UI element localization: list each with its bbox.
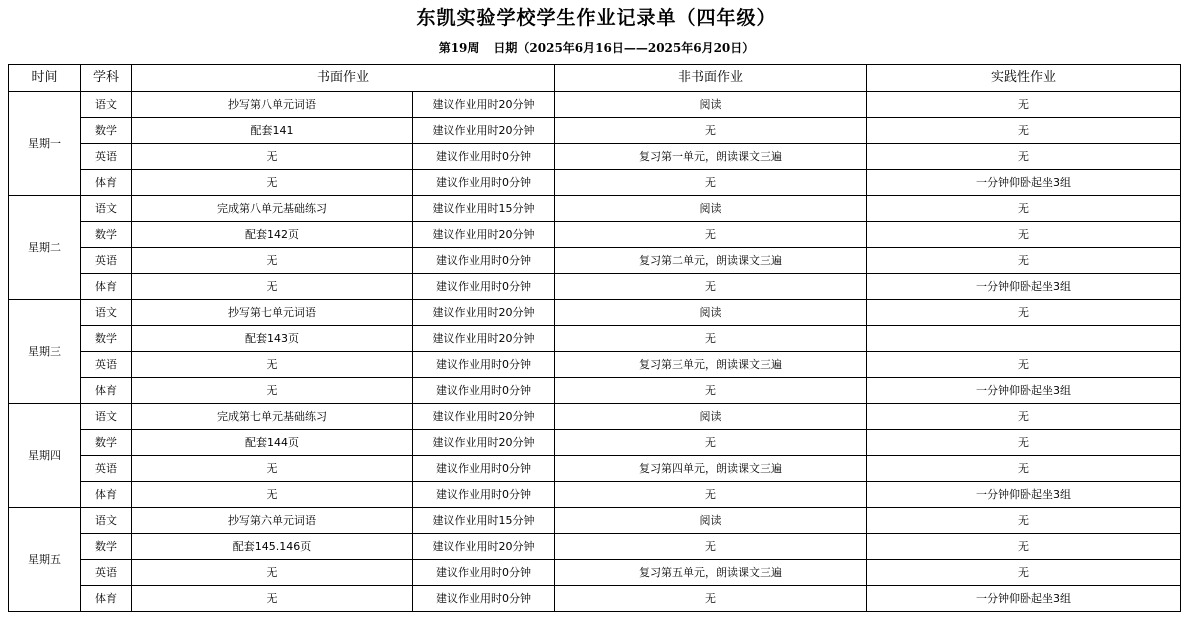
- subject-cell: 英语: [81, 560, 132, 586]
- non-written-homework-cell: 无: [555, 378, 867, 404]
- table-row: [9, 352, 1181, 378]
- practical-homework-cell: 无: [867, 430, 1181, 456]
- practical-homework-cell: 无: [867, 196, 1181, 222]
- practical-homework-cell: 一分钟仰卧起坐3组: [867, 274, 1181, 300]
- table-row: [9, 534, 1181, 560]
- homework-table: [8, 64, 1181, 612]
- table-row: [9, 144, 1181, 170]
- subject-cell: 体育: [81, 586, 132, 612]
- table-row: [9, 378, 1181, 404]
- practical-homework-cell: 无: [867, 404, 1181, 430]
- non-written-homework-cell: 无: [555, 534, 867, 560]
- day-cell: 星期一: [9, 92, 81, 196]
- table-row: [9, 560, 1181, 586]
- subject-cell: 英语: [81, 352, 132, 378]
- practical-homework-cell: 一分钟仰卧起坐3组: [867, 482, 1181, 508]
- non-written-homework-cell: 阅读: [555, 92, 867, 118]
- suggested-time-cell: 建议作业用时20分钟: [413, 534, 555, 560]
- suggested-time-cell: 建议作业用时0分钟: [413, 248, 555, 274]
- table-row: [9, 300, 1181, 326]
- practical-homework-cell: 无: [867, 534, 1181, 560]
- subject-cell: 数学: [81, 430, 132, 456]
- written-homework-cell: 配套141: [132, 118, 413, 144]
- written-homework-cell: 无: [132, 456, 413, 482]
- written-homework-cell: 无: [132, 274, 413, 300]
- table-row: [9, 586, 1181, 612]
- practical-homework-cell: 无: [867, 118, 1181, 144]
- practical-homework-cell: 无: [867, 144, 1181, 170]
- table-row: [9, 430, 1181, 456]
- written-homework-cell: 抄写第八单元词语: [132, 92, 413, 118]
- table-body: [9, 92, 1181, 612]
- written-homework-cell: 无: [132, 482, 413, 508]
- non-written-homework-cell: 阅读: [555, 508, 867, 534]
- suggested-time-cell: 建议作业用时0分钟: [413, 482, 555, 508]
- written-homework-cell: 无: [132, 170, 413, 196]
- suggested-time-cell: 建议作业用时20分钟: [413, 118, 555, 144]
- day-cell: 星期三: [9, 300, 81, 404]
- practical-homework-cell: [867, 326, 1181, 352]
- table-row: [9, 456, 1181, 482]
- non-written-homework-cell: 无: [555, 430, 867, 456]
- week-number: 第19周: [438, 41, 480, 55]
- table-row: [9, 326, 1181, 352]
- table-row: [9, 196, 1181, 222]
- non-written-homework-cell: 复习第一单元，朗读课文三遍: [555, 144, 867, 170]
- table-row: [9, 274, 1181, 300]
- written-homework-cell: 配套145.146页: [132, 534, 413, 560]
- date-range: 日期（2025年6月16日——2025年6月20日）: [493, 41, 755, 55]
- written-homework-cell: 无: [132, 586, 413, 612]
- subject-cell: 数学: [81, 326, 132, 352]
- table-row: [9, 482, 1181, 508]
- written-homework-cell: 抄写第七单元词语: [132, 300, 413, 326]
- non-written-homework-cell: 阅读: [555, 404, 867, 430]
- subject-cell: 语文: [81, 196, 132, 222]
- day-cell: 星期二: [9, 196, 81, 300]
- suggested-time-cell: 建议作业用时20分钟: [413, 222, 555, 248]
- practical-homework-cell: 无: [867, 92, 1181, 118]
- practical-homework-cell: 无: [867, 352, 1181, 378]
- subject-cell: 数学: [81, 222, 132, 248]
- non-written-homework-cell: 无: [555, 170, 867, 196]
- written-homework-cell: 无: [132, 378, 413, 404]
- subject-cell: 英语: [81, 248, 132, 274]
- suggested-time-cell: 建议作业用时15分钟: [413, 508, 555, 534]
- written-homework-cell: 抄写第六单元词语: [132, 508, 413, 534]
- table-row: [9, 118, 1181, 144]
- written-homework-cell: 配套142页: [132, 222, 413, 248]
- practical-homework-cell: 无: [867, 456, 1181, 482]
- suggested-time-cell: 建议作业用时0分钟: [413, 456, 555, 482]
- subject-cell: 体育: [81, 170, 132, 196]
- suggested-time-cell: 建议作业用时0分钟: [413, 560, 555, 586]
- subject-cell: 语文: [81, 508, 132, 534]
- written-homework-cell: 无: [132, 248, 413, 274]
- written-homework-cell: 无: [132, 352, 413, 378]
- suggested-time-cell: 建议作业用时20分钟: [413, 430, 555, 456]
- non-written-homework-cell: 复习第四单元，朗读课文三遍: [555, 456, 867, 482]
- subject-cell: 体育: [81, 482, 132, 508]
- page-title: 东凯实验学校学生作业记录单（四年级）: [416, 7, 777, 29]
- day-cell: 星期五: [9, 508, 81, 612]
- suggested-time-cell: 建议作业用时0分钟: [413, 170, 555, 196]
- practical-homework-cell: 一分钟仰卧起坐3组: [867, 170, 1181, 196]
- written-homework-cell: 完成第七单元基础练习: [132, 404, 413, 430]
- subject-cell: 语文: [81, 404, 132, 430]
- suggested-time-cell: 建议作业用时0分钟: [413, 378, 555, 404]
- header-written: 书面作业: [132, 65, 555, 92]
- table-row: [9, 222, 1181, 248]
- non-written-homework-cell: 无: [555, 326, 867, 352]
- header-subject: 学科: [81, 65, 132, 92]
- non-written-homework-cell: 无: [555, 118, 867, 144]
- table-row: [9, 170, 1181, 196]
- header-time: 时间: [9, 65, 81, 92]
- practical-homework-cell: 一分钟仰卧起坐3组: [867, 378, 1181, 404]
- suggested-time-cell: 建议作业用时20分钟: [413, 326, 555, 352]
- practical-homework-cell: 无: [867, 248, 1181, 274]
- suggested-time-cell: 建议作业用时20分钟: [413, 404, 555, 430]
- non-written-homework-cell: 无: [555, 482, 867, 508]
- table-row: [9, 92, 1181, 118]
- non-written-homework-cell: 阅读: [555, 196, 867, 222]
- written-homework-cell: 完成第八单元基础练习: [132, 196, 413, 222]
- written-homework-cell: 无: [132, 144, 413, 170]
- written-homework-cell: 配套143页: [132, 326, 413, 352]
- suggested-time-cell: 建议作业用时0分钟: [413, 352, 555, 378]
- header-row: [9, 65, 1181, 92]
- suggested-time-cell: 建议作业用时20分钟: [413, 300, 555, 326]
- written-homework-cell: 配套144页: [132, 430, 413, 456]
- week-date-line: [0, 40, 1193, 56]
- table-row: [9, 404, 1181, 430]
- subject-cell: 数学: [81, 118, 132, 144]
- suggested-time-cell: 建议作业用时0分钟: [413, 274, 555, 300]
- subject-cell: 语文: [81, 92, 132, 118]
- practical-homework-cell: 无: [867, 508, 1181, 534]
- suggested-time-cell: 建议作业用时0分钟: [413, 586, 555, 612]
- practical-homework-cell: 一分钟仰卧起坐3组: [867, 586, 1181, 612]
- non-written-homework-cell: 无: [555, 274, 867, 300]
- subject-cell: 英语: [81, 456, 132, 482]
- suggested-time-cell: 建议作业用时15分钟: [413, 196, 555, 222]
- header-practical: 实践性作业: [867, 65, 1181, 92]
- subject-cell: 体育: [81, 378, 132, 404]
- suggested-time-cell: 建议作业用时0分钟: [413, 144, 555, 170]
- practical-homework-cell: 无: [867, 222, 1181, 248]
- subject-cell: 体育: [81, 274, 132, 300]
- written-homework-cell: 无: [132, 560, 413, 586]
- table-row: [9, 508, 1181, 534]
- subject-cell: 语文: [81, 300, 132, 326]
- non-written-homework-cell: 复习第三单元，朗读课文三遍: [555, 352, 867, 378]
- subject-cell: 数学: [81, 534, 132, 560]
- non-written-homework-cell: 复习第五单元，朗读课文三遍: [555, 560, 867, 586]
- suggested-time-cell: 建议作业用时20分钟: [413, 92, 555, 118]
- non-written-homework-cell: 无: [555, 222, 867, 248]
- non-written-homework-cell: 无: [555, 586, 867, 612]
- non-written-homework-cell: 复习第二单元，朗读课文三遍: [555, 248, 867, 274]
- practical-homework-cell: 无: [867, 560, 1181, 586]
- non-written-homework-cell: 阅读: [555, 300, 867, 326]
- practical-homework-cell: 无: [867, 300, 1181, 326]
- subject-cell: 英语: [81, 144, 132, 170]
- header-non-written: 非书面作业: [555, 65, 867, 92]
- table-row: [9, 248, 1181, 274]
- day-cell: 星期四: [9, 404, 81, 508]
